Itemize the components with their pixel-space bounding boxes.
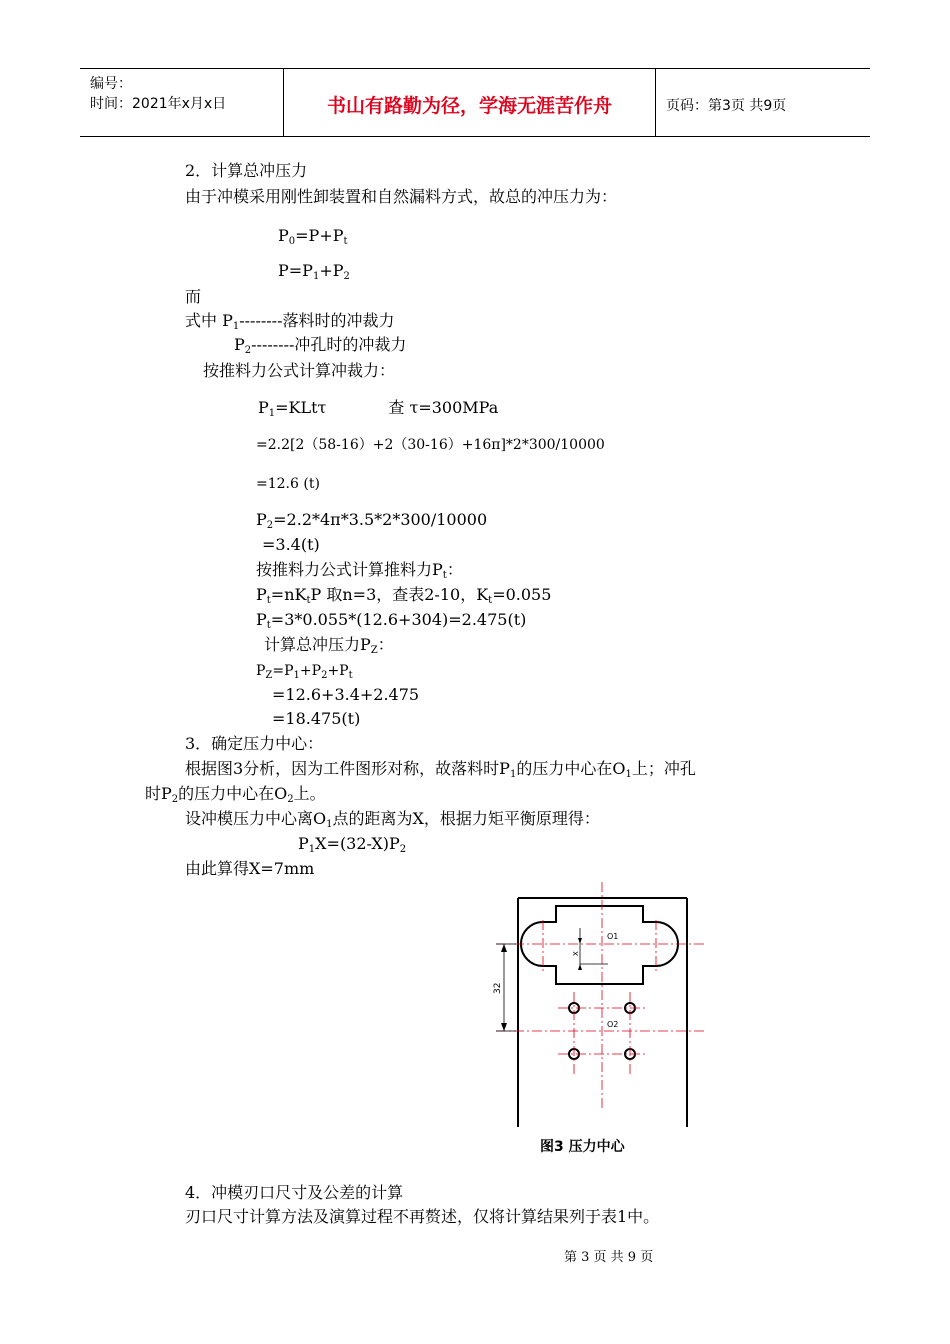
section4-para: 刃口尺寸计算方法及演算过程不再赘述，仅将计算结果列于表1中。: [185, 1207, 660, 1226]
section3-para2: [145, 783, 326, 805]
page-header: [80, 68, 870, 137]
pt-calc: [256, 609, 526, 631]
pressure-center-figure: [488, 880, 718, 1130]
eq-text: 计算总冲压力P: [264, 635, 371, 654]
header-motto-cell: [284, 69, 656, 136]
eq-sub: 2: [399, 844, 407, 855]
eq-sub: 2: [321, 670, 328, 681]
arrow-icon: [578, 964, 582, 970]
eq-text: +P: [299, 663, 322, 679]
eq-text: 查 τ=300MPa: [388, 398, 499, 417]
eq-sub: 2: [266, 520, 274, 531]
label-o2: O2: [607, 1020, 619, 1029]
eq-sub: 1: [625, 769, 632, 780]
eq-sub: 2: [244, 345, 252, 356]
eq-text: 上。: [293, 784, 326, 803]
eq-text: =KLtτ: [275, 398, 327, 417]
eq-sub: t: [488, 595, 493, 606]
pt-intro: [256, 559, 463, 581]
eq-sub: 2: [171, 794, 179, 805]
header-meta-cell: [80, 69, 284, 136]
pz-equation: [256, 660, 353, 682]
section3-title: 3．确定压力中心：: [185, 734, 324, 753]
eq-sub: Z: [370, 645, 378, 656]
connector-er: 而: [185, 287, 202, 306]
calc-p1-step1: =2.2[2（58-16）+2（30-16）+16π]*2*300/10000: [256, 437, 605, 453]
arrow-icon: [501, 1023, 507, 1031]
eq-text: P: [256, 585, 267, 604]
eq-text: +P: [319, 261, 344, 280]
label-o1: O1: [607, 932, 619, 941]
eq-sub: 1: [268, 408, 276, 419]
eq-text: =nK: [270, 585, 307, 604]
eq-sub: t: [442, 570, 447, 581]
eq-text: 的压力中心在O: [178, 784, 288, 803]
calc-p2-result: =3.4(t): [262, 535, 320, 554]
eq-text: P: [258, 398, 269, 417]
eq-text: 设冲模压力中心离O: [185, 809, 327, 828]
eq-text: =2.2*4π*3.5*2*300/10000: [273, 510, 488, 529]
eq-sub: 1: [509, 769, 517, 780]
doc-number-label: 编号：: [90, 76, 132, 92]
label-dim-32: 32: [493, 982, 503, 994]
label-x: X: [572, 951, 580, 956]
eq-text: =P: [272, 663, 294, 679]
header-motto: 书山有路勤为径，学海无涯苦作舟: [326, 95, 612, 117]
arrow-icon: [501, 944, 507, 952]
dimension-lines: [496, 928, 608, 1031]
section3-result: 由此算得X=7mm: [185, 859, 315, 878]
center-lines: [496, 882, 706, 1110]
eq-text: +P: [327, 663, 349, 679]
eq-text: P: [256, 663, 266, 679]
equation-p1: [258, 397, 498, 419]
pz-intro: [264, 634, 394, 656]
blanking-contour: [521, 906, 678, 984]
page-footer: 第 3 页 共 9 页: [564, 1250, 654, 1265]
section3-para3: [185, 808, 600, 830]
eq-text: =3*0.055*(12.6+304)=2.475(t): [270, 610, 527, 629]
doc-time-label: 时间：2021年x月x日: [90, 96, 227, 112]
eq-text: P 取n=3，查表2-10，K: [310, 585, 489, 604]
figure-caption: 图3 压力中心: [540, 1139, 625, 1155]
equation-p0: [278, 225, 348, 247]
eq-sub: 1: [326, 819, 333, 830]
header-page-cell: [656, 69, 870, 136]
eq-sub: 1: [293, 670, 300, 681]
eq-text: 按推料力公式计算推料力P: [256, 560, 443, 579]
eq-sub: t: [348, 670, 353, 681]
formula-intro: 按推料力公式计算冲裁力：: [203, 361, 396, 380]
eq-sub: 2: [287, 794, 294, 805]
eq-text: --------落料时的冲裁力: [239, 311, 395, 330]
calc-p1-result: =12.6 (t): [256, 476, 320, 492]
moment-equation: [298, 833, 406, 855]
equation-p: [278, 260, 350, 282]
eq-text: ：: [446, 560, 463, 579]
eq-text: 式中 P: [185, 311, 233, 330]
eq-text: P: [298, 834, 309, 853]
eq-sub: 1: [312, 271, 320, 282]
eq-sub: 1: [232, 321, 240, 332]
eq-sub: t: [343, 236, 348, 247]
part-outline: [518, 898, 687, 1127]
section3-para1: [185, 758, 696, 780]
arrow-icon: [578, 938, 582, 944]
eq-sub: Z: [265, 670, 273, 681]
eq-text: =P+P: [295, 226, 344, 245]
eq-text: P: [278, 226, 289, 245]
eq-text: P=P: [278, 261, 313, 280]
eq-text: 的压力中心在O: [516, 759, 626, 778]
eq-text: =0.055: [492, 585, 552, 604]
eq-sub: 0: [288, 236, 296, 247]
header-page-info: 页码：第3页 共9页: [666, 98, 787, 114]
eq-text: P: [234, 335, 245, 354]
eq-text: --------冲孔时的冲裁力: [251, 335, 407, 354]
eq-text: X=(32-X)P: [315, 834, 400, 853]
eq-sub: t: [266, 595, 271, 606]
equation-p2: [256, 509, 487, 531]
eq-text: 上；冲孔: [631, 759, 696, 778]
eq-sub: t: [266, 620, 271, 631]
section2-intro: 由于冲模采用刚性卸装置和自然漏料方式，故总的冲压力为：: [185, 187, 618, 206]
pz-calc-step: =12.6+3.4+2.475: [272, 685, 420, 704]
eq-text: P: [256, 510, 267, 529]
eq-text: 根据图3分析，因为工件图形对称，故落料时P: [185, 759, 510, 778]
eq-text: ：: [377, 635, 394, 654]
eq-sub: t: [306, 595, 311, 606]
where-p2: [234, 334, 406, 356]
where-p1: [185, 310, 395, 332]
eq-sub: 2: [343, 271, 350, 282]
section4-title: 4．冲模刃口尺寸及公差的计算: [185, 1183, 404, 1202]
eq-text: 点的距离为X，根据力矩平衡原理得：: [332, 809, 600, 828]
pt-equation: [256, 584, 551, 606]
pz-calc-result: =18.475(t): [272, 709, 361, 728]
eq-sub: 1: [308, 844, 316, 855]
section2-title: 2．计算总冲压力: [185, 161, 308, 180]
eq-text: 时P: [145, 784, 172, 803]
eq-text: P: [256, 610, 267, 629]
